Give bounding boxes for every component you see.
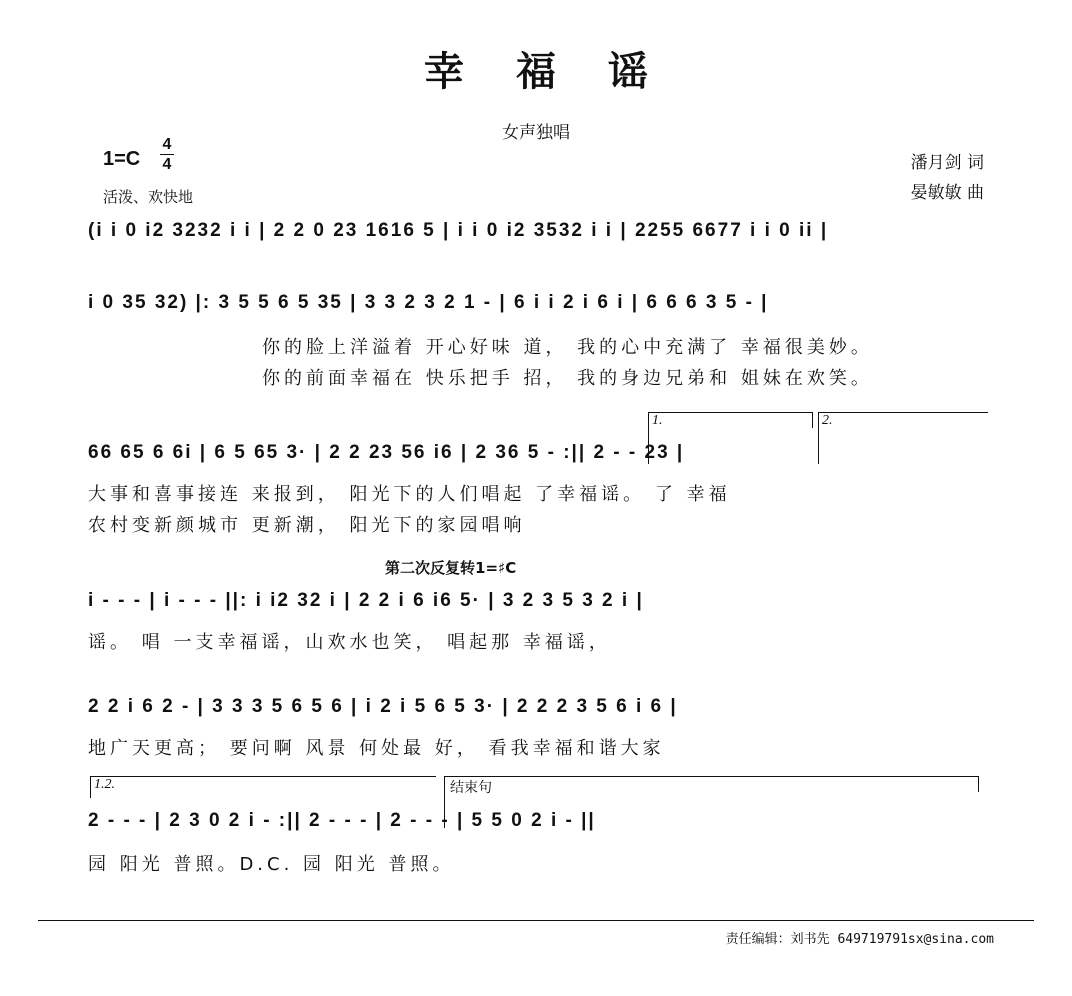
lyrics-row-5: 地广天更高； 要问啊 风景 何处最 好， 看我幸福和谐大家: [88, 738, 665, 759]
time-signature-bottom: 4: [162, 156, 172, 173]
volta-2-label: 2.: [822, 413, 833, 428]
score-row-6: 2 - - - | 2 3 0 2 i - :|| 2 - - - | 2 - - - | 5 5 0 2 i - ||: [88, 810, 596, 831]
volta-1-label: 1.: [652, 413, 663, 428]
lyrics-row-2-verse-2: 你的前面幸福在 快乐把手 招， 我的身边兄弟和 姐妹在欢笑。: [262, 368, 873, 389]
score-row-5: 2 2 i 6 2 - | 3 3 3 5 6 5 6 | i 2 i 5 6 5 3· | 2 2 2 3 5 6 i 6 |: [88, 696, 678, 717]
performance-type: 女声独唱: [502, 123, 570, 143]
score-row-1: (i i 0 i2 3232 i i | 2 2 0 23 1616 5 | i i 0 i2 3532 i i | 2255 6677 i i 0 ii |: [88, 220, 829, 241]
lyrics-row-4: 谣。 唱 一支幸福谣，山欢水也笑， 唱起那 幸福谣，: [88, 632, 611, 653]
lyrics-row-6: 园 阳光 普照。D.C. 园 阳光 普照。: [88, 854, 455, 875]
score-row-4: i - - - | i - - - ||: i i2 32 i | 2 2 i 6 i6 5· | 3 2 3 5 3 2 i |: [88, 590, 644, 611]
song-title: 幸福谣: [424, 48, 700, 95]
time-signature: [160, 136, 174, 173]
tempo-marking: 活泼、欢快地: [103, 188, 194, 206]
lyricist-credit: 潘月剑 词: [910, 153, 984, 173]
lyrics-row-3-verse-2: 农村变新颜城市 更新潮， 阳光下的家园唱响: [88, 515, 526, 536]
editor-credit: 责任编辑：刘书先 649719791sx@sina.com: [725, 932, 994, 947]
ending-label: 结束句: [450, 780, 492, 796]
lyrics-row-2-verse-1: 你的脸上洋溢着 开心好味 道， 我的心中充满了 幸福很美妙。: [262, 337, 873, 358]
composer-credit: 晏敏敏 曲: [910, 183, 984, 203]
modulation-annotation: 第二次反复转1=♯C: [385, 559, 517, 577]
key-signature: 1=C: [103, 148, 141, 170]
time-signature-top: 4: [162, 136, 172, 153]
score-row-2: i 0 35 32) |: 3 5 5 6 5 35 | 3 3 2 3 2 1 - | 6 i i 2 i 6 i | 6 6 6 3 5 - |: [88, 292, 769, 313]
score-row-3: 66 65 6 6i | 6 5 65 3· | 2 2 23 56 i6 | 2 36 5 - :|| 2 - - 23 |: [88, 442, 685, 463]
volta-12-label: 1.2.: [94, 777, 115, 792]
lyrics-row-3-verse-1: 大事和喜事接连 来报到， 阳光下的人们唱起 了幸福谣。 了 幸福: [88, 484, 731, 505]
